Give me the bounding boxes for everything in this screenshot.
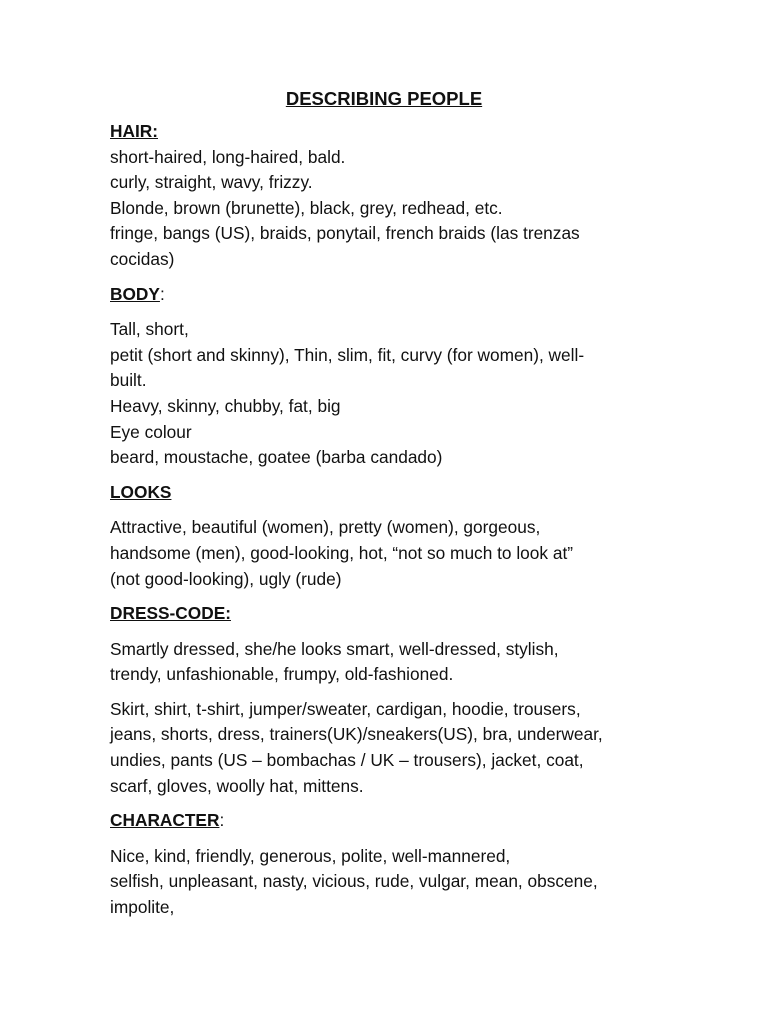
spacer xyxy=(110,273,670,282)
document-title: DESCRIBING PEOPLE xyxy=(285,88,483,109)
dress-code-style-vocabulary: Smartly dressed, she/he looks smart, well-dressed, stylish, trendy, unfashionable, frumpy, old-fashioned. xyxy=(110,638,559,685)
spacer xyxy=(110,834,670,844)
character-vocabulary: Nice, kind, friendly, generous, polite, well-mannered, selfish, unpleasant, nasty, vicious, rude, vulgar, mean, obscene, impolite, xyxy=(110,845,598,918)
body-heading-text: BODY xyxy=(110,283,160,304)
looks-vocabulary: Attractive, beautiful (women), pretty (women), gorgeous, handsome (men), good-looking, hot, “not so much to look at” (not good-looking), ugly (rude) xyxy=(110,517,573,589)
hair-heading-text: HAIR: xyxy=(110,121,158,141)
character-heading-colon: : xyxy=(219,810,225,831)
dress-code-heading-text: DRESS-CODE: xyxy=(110,603,231,624)
body-heading-colon: : xyxy=(159,283,165,304)
spacer xyxy=(110,799,670,808)
document-content xyxy=(110,86,670,921)
dress-code-clothes-vocabulary: Skirt, shirt, t-shirt, jumper/sweater, cardigan, hoodie, trousers, jeans, shorts, dress, trainers(UK)/sneakers(US), bra, underwear, undies, pants (US – bombachas / UK – trousers), jacket, coat, scarf, gloves, woolly hat, mittens. xyxy=(110,698,603,796)
section-heading-hair xyxy=(110,119,670,145)
section-heading-dress-code xyxy=(110,601,670,627)
spacer xyxy=(110,471,670,480)
section-heading-looks xyxy=(110,480,670,506)
spacer xyxy=(110,307,670,317)
body-vocabulary: Tall, short, petit (short and skinny), Thin, slim, fit, curvy (for women), well- built. Heavy, skinny, chubby, fat, big Eye colour beard, moustache, goatee (barba candado) xyxy=(110,319,585,468)
spacer xyxy=(110,505,670,515)
spacer xyxy=(110,627,670,637)
section-heading-character xyxy=(110,808,670,834)
looks-heading-text: LOOKS xyxy=(110,481,172,502)
spacer xyxy=(110,688,670,697)
section-heading-body xyxy=(110,282,670,308)
hair-vocabulary: short-haired, long-haired, bald. curly, straight, wavy, frizzy. Blonde, brown (brunette), black, grey, redhead, etc. fringe, bangs (US), braids, ponytail, french braids (las trenzas cocidas) xyxy=(110,146,580,269)
spacer xyxy=(110,592,670,601)
character-heading-text: CHARACTER xyxy=(110,810,220,831)
